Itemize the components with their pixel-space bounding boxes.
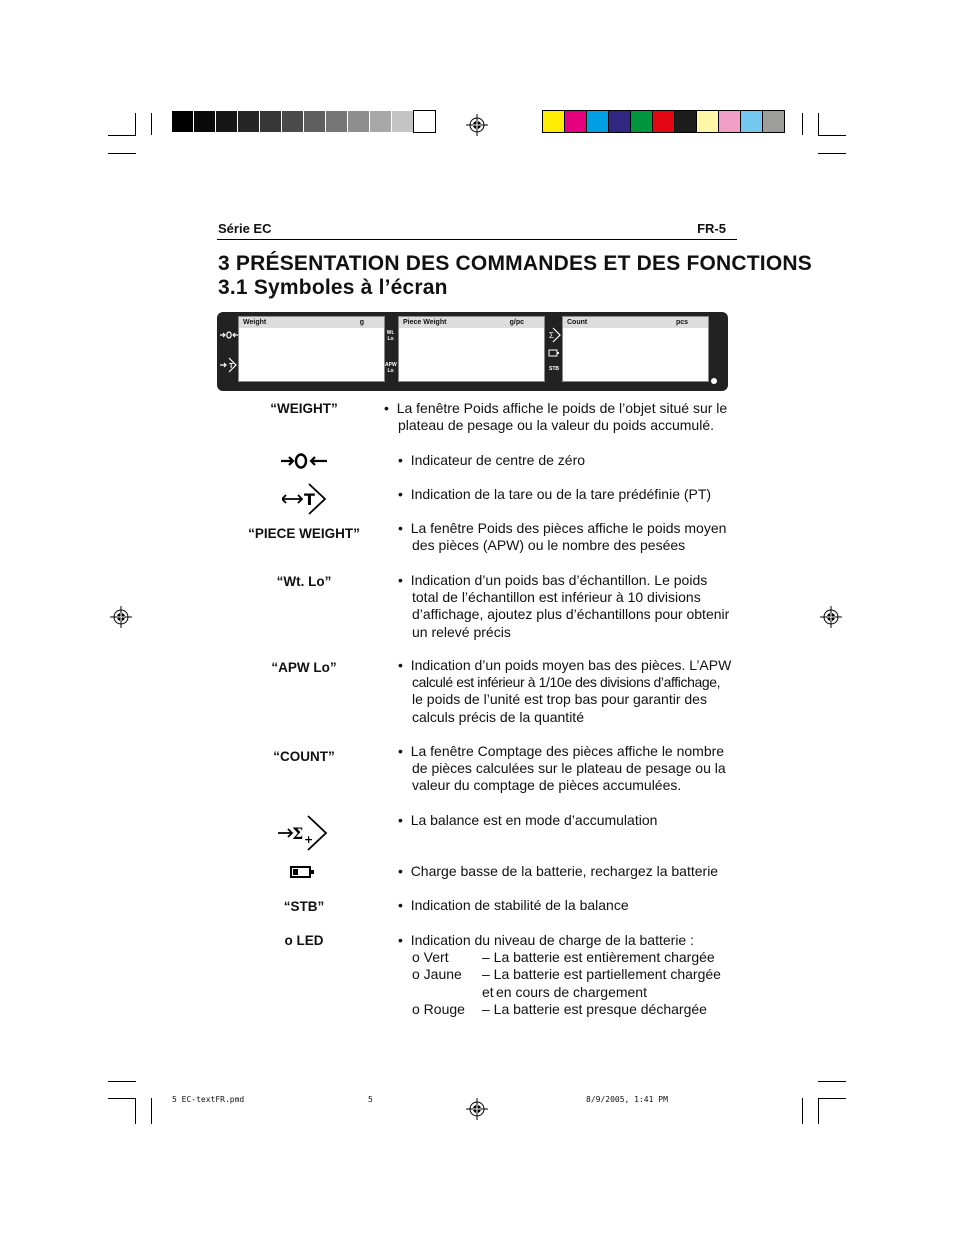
accumulation-description <box>398 812 736 829</box>
footer-page: 5 <box>368 1095 373 1104</box>
zero-text: Indicateur de centre de zéro <box>410 452 586 468</box>
led-indicator <box>711 378 717 384</box>
weight-label: “WEIGHT” <box>270 401 338 416</box>
count-window-unit: pcs <box>675 319 688 326</box>
stb-label: “STB” <box>283 899 325 914</box>
crop-mark <box>135 1098 136 1124</box>
series-name: Série EC <box>218 221 272 236</box>
led-red-row <box>398 1001 736 1018</box>
crop-mark <box>135 113 136 135</box>
bullet: • <box>384 400 397 416</box>
crop-mark <box>151 1098 152 1124</box>
count-description <box>398 743 736 795</box>
gray-swatch <box>370 111 391 132</box>
display-panel <box>217 312 728 391</box>
bullet: • <box>398 486 411 502</box>
color-swatch <box>741 111 762 132</box>
registration-mark-icon <box>820 606 842 628</box>
tare-icon <box>220 357 238 373</box>
color-swatch <box>653 111 674 132</box>
crop-mark <box>802 113 803 135</box>
led-green-key: o Vert <box>412 949 449 966</box>
apw-lo-line: Indication d’un poids moyen bas des pièces. L’APW <box>410 657 732 673</box>
color-swatch <box>543 111 564 132</box>
header-rule <box>217 239 737 240</box>
registration-mark-icon <box>466 1098 488 1120</box>
led-yellow-key: o Jaune <box>412 966 462 983</box>
piece-weight-line: La fenêtre Poids des pièces affiche le poids moyen <box>410 520 727 536</box>
color-swatch <box>587 111 608 132</box>
zero-center-icon <box>220 330 238 340</box>
count-line: de pièces calculées sur le plateau de pesage ou la <box>412 760 726 777</box>
bullet: • <box>398 743 411 759</box>
weight-description <box>384 400 736 434</box>
svg-text:Σ: Σ <box>292 824 304 843</box>
color-swatch <box>697 111 718 132</box>
weight-window-title: Weight <box>239 317 384 328</box>
led-yellow-text: – La batterie est partiellement chargée et <box>482 966 721 1000</box>
registration-mark-icon <box>110 606 132 628</box>
crop-mark <box>802 1098 803 1124</box>
bullet: • <box>398 452 411 468</box>
color-swatch <box>763 111 784 132</box>
apw-lo-description <box>398 657 736 726</box>
crop-mark <box>818 135 846 136</box>
led-intro: Indication du niveau de charge de la batterie : <box>410 932 694 948</box>
tare-icon <box>282 482 328 516</box>
led-yellow-text-cont: en cours de chargement <box>496 983 647 1000</box>
wt-lo-description <box>398 572 736 641</box>
accumulation-text: La balance est en mode d’accumulation <box>410 812 658 828</box>
piece-weight-window <box>398 316 545 382</box>
apw-lo-line: calculé est inférieur à 1/10e des divisions d’affichage, <box>412 674 721 691</box>
accumulation-icon <box>278 813 330 853</box>
count-label: “COUNT” <box>273 749 335 764</box>
gray-swatch <box>282 111 303 132</box>
stb-description <box>398 897 736 914</box>
color-swatch <box>609 111 630 132</box>
apw-lo-line: le poids de l’unité est trop bas pour garantir des <box>412 691 707 708</box>
wt-lo-line: d’affichage, ajoutez plus d’échantillons pour obtenir <box>412 606 730 623</box>
accumulation-icon <box>547 327 561 343</box>
tare-text: Indication de la tare ou de la tare prédéfinie (PT) <box>410 486 712 502</box>
svg-text:Σ: Σ <box>549 331 554 340</box>
count-window-title: Count <box>563 317 708 328</box>
crop-mark <box>108 153 136 154</box>
bullet: • <box>398 657 411 673</box>
piece-weight-line: des pièces (APW) ou le nombre des pesées <box>412 537 686 554</box>
crop-mark <box>818 1081 846 1082</box>
footer-file: 5 EC-textFR.pmd <box>172 1095 245 1104</box>
wt-lo-indicator: Wt. Lo <box>386 330 395 342</box>
gray-swatch <box>172 111 193 132</box>
wt-lo-line: un relevé précis <box>412 623 511 640</box>
led-label: o LED <box>284 933 324 948</box>
crop-mark <box>818 153 846 154</box>
apw-lo-label: “APW Lo” <box>271 660 337 675</box>
crop-mark <box>108 1081 136 1082</box>
wt-lo-label: “Wt. Lo” <box>276 574 332 589</box>
piece-weight-label: “PIECE WEIGHT” <box>248 526 360 541</box>
footer-date: 8/9/2005, 1:41 PM <box>586 1095 668 1104</box>
color-swatch <box>565 111 586 132</box>
led-green-row <box>398 949 736 966</box>
crop-mark <box>108 135 136 136</box>
led-red-text: – La batterie est presque déchargée <box>482 1000 707 1017</box>
svg-text:T: T <box>304 490 315 509</box>
gray-swatch <box>238 111 259 132</box>
piece-weight-window-unit: g/pc <box>509 319 524 326</box>
gray-swatch <box>348 111 369 132</box>
crop-mark <box>818 1098 819 1124</box>
stb-indicator: STB <box>549 366 559 372</box>
bullet: • <box>398 572 411 588</box>
gray-swatch <box>392 111 413 132</box>
battery-description <box>398 863 736 880</box>
gray-swatch <box>194 111 215 132</box>
led-red-key: o Rouge <box>412 1000 465 1017</box>
count-line: La fenêtre Comptage des pièces affiche le nombre <box>410 743 725 759</box>
count-line: valeur du comptage de pièces accumulées. <box>412 777 682 794</box>
piece-weight-window-title: Piece Weight <box>399 317 544 328</box>
gray-swatch <box>216 111 237 132</box>
registration-mark-icon <box>466 114 488 136</box>
bullet: • <box>398 863 411 879</box>
weight-text: La fenêtre Poids affiche le poids de l’objet situé sur le plateau de pesage ou la valeur du poids accumulé. <box>396 400 728 434</box>
bullet: • <box>398 812 411 828</box>
gray-swatch <box>414 111 435 132</box>
weight-window <box>238 316 385 382</box>
crop-mark <box>818 1098 846 1099</box>
stb-text: Indication de stabilité de la balance <box>410 897 629 913</box>
svg-text:+: + <box>304 833 314 846</box>
led-green-text: – La batterie est entièrement chargée <box>482 949 715 966</box>
color-swatch <box>631 111 652 132</box>
piece-weight-description <box>398 520 736 554</box>
low-battery-icon <box>548 349 560 357</box>
gray-swatch <box>260 111 281 132</box>
zero-description <box>398 452 736 469</box>
bullet: • <box>398 932 411 948</box>
count-window <box>562 316 709 382</box>
page-number: FR-5 <box>697 221 726 236</box>
battery-text: Charge basse de la batterie, rechargez la batterie <box>410 863 719 879</box>
svg-text:T: T <box>229 363 234 370</box>
crop-mark <box>108 1098 136 1099</box>
tare-description <box>398 486 736 503</box>
weight-window-unit: g <box>359 319 364 326</box>
bullet: • <box>398 520 411 536</box>
crop-mark <box>818 113 819 135</box>
color-swatch <box>719 111 740 132</box>
apw-lo-indicator: APW Lo <box>385 362 397 374</box>
gray-swatch <box>326 111 347 132</box>
led-description <box>398 932 736 1018</box>
section-title: 3 PRÉSENTATION DES COMMANDES ET DES FONCTIONS <box>218 252 812 275</box>
gray-swatch <box>304 111 325 132</box>
apw-lo-line: calculs précis de la quantité <box>412 708 584 725</box>
color-swatch <box>675 111 696 132</box>
subsection-title: 3.1 Symboles à l’écran <box>218 276 448 299</box>
wt-lo-line: Indication d’un poids bas d’échantillon. Le poids <box>410 572 708 588</box>
low-battery-icon <box>290 865 316 879</box>
bullet: • <box>398 897 411 913</box>
crop-mark <box>151 113 152 135</box>
wt-lo-line: total de l’échantillon est inférieur à 10 divisions <box>412 589 701 606</box>
zero-center-icon <box>281 452 327 470</box>
